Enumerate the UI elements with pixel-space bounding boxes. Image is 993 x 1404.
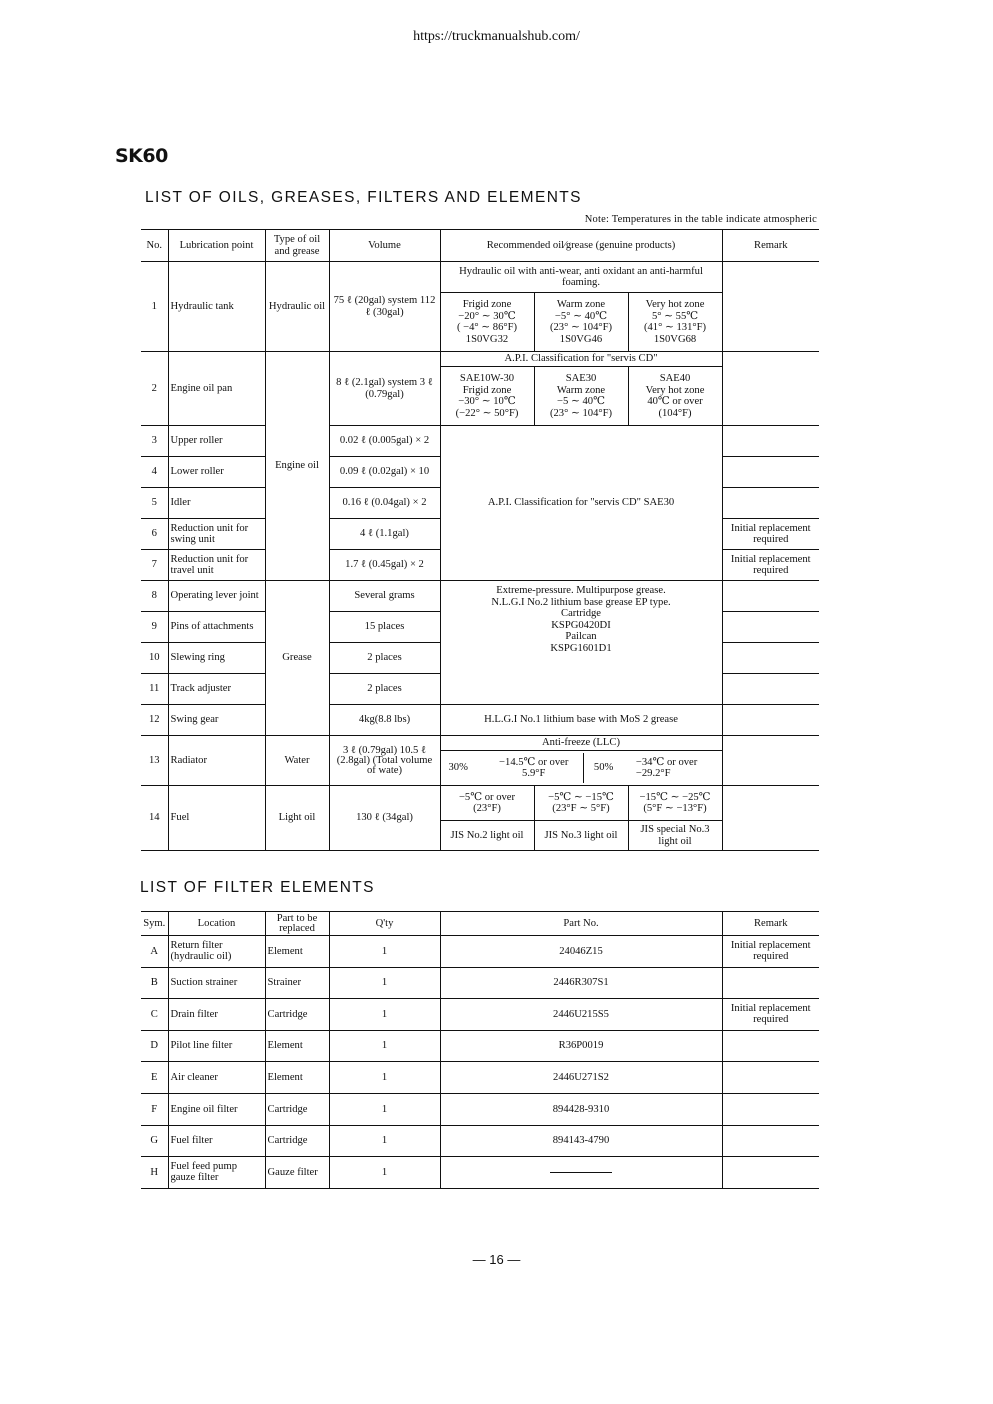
row-point: Slewing ring [168, 643, 265, 674]
row-qty: 1 [329, 967, 440, 999]
row-part-no: 2446U215S5 [440, 999, 722, 1031]
temperature-note: Note: Temperatures in the table indicate atmospheric [584, 214, 817, 225]
row-remark [722, 1062, 819, 1094]
row-remark [722, 786, 819, 851]
hydraulic-zone-frigid: Frigid zone −20° ∼ 30℃ ( −4° ∼ 86°F) 1S0VG32 [440, 293, 534, 352]
row-part: Strainer [265, 967, 329, 999]
row-part: Cartridge [265, 999, 329, 1031]
table-row [141, 705, 819, 736]
row-point: Idler [168, 488, 265, 519]
row-volume: 3 ℓ (0.79gal) 10.5 ℓ (2.8gal) (Total volume of wate) [329, 736, 440, 786]
grease-spec: Extreme-pressure. Multipurpose grease. N.L.G.I No.2 lithium base grease EP type. Cartridge KSPG0420DI Pailcan KSPG1601D1 [440, 581, 722, 705]
row-volume: 1.7 ℓ (0.45gal) × 2 [329, 550, 440, 581]
row-part-no: 894143-4790 [440, 1125, 722, 1157]
fuel-grade-1: JIS No.2 light oil [440, 821, 534, 851]
col-part: Part to be replaced [265, 912, 329, 936]
row-part: Element [265, 1030, 329, 1062]
row-sym: E [151, 1071, 158, 1083]
water-title: Anti-freeze (LLC) [440, 736, 722, 751]
row-no: 4 [141, 457, 168, 488]
hydraulic-zone-hot: Very hot zone 5° ∼ 55℃ (41° ∼ 131°F) 1S0VG68 [628, 293, 722, 352]
row-sym: F [151, 1103, 158, 1115]
row-remark: Initial replacement required [722, 999, 819, 1031]
engine-zone-warm: SAE30 Warm zone −5 ∼ 40℃ (23° ∼ 104°F) [534, 367, 628, 426]
row-remark [722, 1093, 819, 1125]
row-sym: G [150, 1135, 159, 1147]
row-remark [722, 262, 819, 352]
row-point: Radiator [168, 736, 265, 786]
filters-header-row [141, 912, 819, 936]
col-type: Type of oil and grease [265, 230, 329, 262]
col-remark: Remark [722, 912, 819, 936]
row-sym: C [150, 1008, 158, 1020]
filters-section-title: LIST OF FILTER ELEMENTS [140, 879, 375, 896]
row-part: Cartridge [265, 1125, 329, 1157]
row-point: Lower roller [168, 457, 265, 488]
water-mix [440, 751, 722, 786]
table-row [141, 786, 819, 821]
row-point: Operating lever joint [168, 581, 265, 612]
row-type: Water [265, 736, 329, 786]
row-point: Swing gear [168, 705, 265, 736]
row-no: 1 [141, 262, 168, 352]
row-no: 11 [141, 674, 168, 705]
blank-line [550, 1172, 612, 1173]
row-volume: 130 ℓ (34gal) [329, 786, 440, 851]
table-row [141, 1125, 819, 1157]
row-point: Fuel [168, 786, 265, 851]
row-remark: Initial replacement required [722, 550, 819, 581]
engine-sae30: A.P.I. Classification for "servis CD" SAE30 [440, 426, 722, 581]
table-row [141, 352, 819, 367]
col-location: Location [168, 912, 265, 936]
col-qty: Q'ty [329, 912, 440, 936]
table-row [141, 999, 819, 1031]
table-row [141, 1062, 819, 1094]
table-row [141, 1157, 819, 1189]
row-point: Reduction unit for swing unit [168, 519, 265, 550]
col-sym: Sym. [143, 917, 166, 929]
row-qty: 1 [329, 936, 440, 968]
row-no: 7 [141, 550, 168, 581]
engine-zone-hot: SAE40 Very hot zone 40℃ or over (104°F) [628, 367, 722, 426]
engine-zone-frigid: SAE10W-30 Frigid zone −30° ∼ 10℃ (−22° ∼ 50°F) [440, 367, 534, 426]
row-sym: B [150, 977, 158, 989]
row-qty: 1 [329, 1030, 440, 1062]
hydraulic-desc: Hydraulic oil with anti-wear, anti oxidant an anti-harmful foaming. [440, 262, 722, 293]
row-remark [722, 674, 819, 705]
row-volume: 4 ℓ (1.1gal) [329, 519, 440, 550]
row-no: 8 [141, 581, 168, 612]
row-no: 10 [141, 643, 168, 674]
oils-header-row [141, 230, 819, 262]
table-row [141, 581, 819, 612]
row-remark [722, 705, 819, 736]
row-type-engine-oil: Engine oil [265, 352, 329, 581]
row-no: 6 [141, 519, 168, 550]
row-remark [722, 1030, 819, 1062]
water-temp-50: −34℃ or over −29.2°F [635, 756, 698, 779]
row-location: Engine oil filter [168, 1093, 265, 1125]
table-row [141, 967, 819, 999]
col-remark: Remark [722, 230, 819, 262]
page-number: — 16 — [472, 1252, 521, 1267]
col-no: No. [146, 239, 163, 251]
row-point: Upper roller [168, 426, 265, 457]
col-lubrication-point: Lubrication point [168, 230, 265, 262]
row-qty: 1 [329, 1157, 440, 1189]
row-location: Fuel feed pump gauze filter [168, 1157, 265, 1189]
row-qty: 1 [329, 1125, 440, 1157]
row-part: Element [265, 936, 329, 968]
table-row [141, 262, 819, 293]
water-pct-30: 30% [448, 762, 468, 774]
fuel-grade-3: JIS special No.3 light oil [628, 821, 722, 851]
row-type: Light oil [265, 786, 329, 851]
row-point: Hydraulic tank [168, 262, 265, 352]
row-part-no: 2446R307S1 [440, 967, 722, 999]
row-part-no: 2446U271S2 [440, 1062, 722, 1094]
row-no: 12 [141, 705, 168, 736]
row-part: Cartridge [265, 1093, 329, 1125]
row-location: Pilot line filter [168, 1030, 265, 1062]
col-volume: Volume [329, 230, 440, 262]
row-remark: Initial replacement required [722, 519, 819, 550]
row-location: Air cleaner [168, 1062, 265, 1094]
water-pct-50: 50% [593, 762, 614, 774]
row-part-no: R36P0019 [440, 1030, 722, 1062]
row-no: 9 [141, 612, 168, 643]
row-remark [722, 612, 819, 643]
row-point: Engine oil pan [168, 352, 265, 426]
row-type-grease: Grease [265, 581, 329, 736]
fuel-temp-2: −5℃ ∼ −15℃ (23°F ∼ 5°F) [534, 786, 628, 821]
row-no: 14 [141, 786, 168, 851]
row-volume: 0.02 ℓ (0.005gal) × 2 [329, 426, 440, 457]
row-remark [722, 736, 819, 786]
row-no: 3 [141, 426, 168, 457]
hydraulic-zone-warm: Warm zone −5° ∼ 40℃ (23° ∼ 104°F) 1S0VG46 [534, 293, 628, 352]
row-volume: 0.09 ℓ (0.02gal) × 10 [329, 457, 440, 488]
row-qty: 1 [329, 999, 440, 1031]
oils-table [141, 229, 819, 851]
table-row [141, 1093, 819, 1125]
table-row [141, 426, 819, 457]
row-part: Element [265, 1062, 329, 1094]
row-qty: 1 [329, 1062, 440, 1094]
row-remark [722, 643, 819, 674]
row-remark [722, 967, 819, 999]
row-type: Hydraulic oil [265, 262, 329, 352]
oils-section-title: LIST OF OILS, GREASES, FILTERS AND ELEMENTS [145, 189, 582, 206]
row-location: Suction strainer [168, 967, 265, 999]
table-row [141, 936, 819, 968]
row-volume: 2 places [329, 643, 440, 674]
row-sym: D [150, 1040, 159, 1052]
row-location: Fuel filter [168, 1125, 265, 1157]
row-volume: 75 ℓ (20gal) system 112 ℓ (30gal) [329, 262, 440, 352]
row-remark: Initial replacement required [722, 936, 819, 968]
source-url[interactable]: https://truckmanualshub.com/ [413, 29, 580, 44]
row-remark [722, 352, 819, 426]
row-no: 13 [141, 736, 168, 786]
row-remark [722, 488, 819, 519]
row-volume: 4kg(8.8 lbs) [329, 705, 440, 736]
row-part: Gauze filter [265, 1157, 329, 1189]
row-volume: 8 ℓ (2.1gal) system 3 ℓ (0.79gal) [329, 352, 440, 426]
fuel-grade-2: JIS No.3 light oil [534, 821, 628, 851]
row-sym: H [150, 1166, 159, 1178]
fuel-temp-1: −5℃ or over (23°F) [440, 786, 534, 821]
table-row [141, 736, 819, 751]
row-remark [722, 1157, 819, 1189]
row-point: Pins of attachments [168, 612, 265, 643]
row-volume: 0.16 ℓ (0.04gal) × 2 [329, 488, 440, 519]
row-point: Reduction unit for travel unit [168, 550, 265, 581]
row-volume: 2 places [329, 674, 440, 705]
row-sym: A [150, 945, 159, 957]
row-part-no-blank [440, 1157, 722, 1189]
row-volume: Several grams [329, 581, 440, 612]
table-row [141, 1030, 819, 1062]
row-location: Drain filter [168, 999, 265, 1031]
row-part-no: 24046Z15 [440, 936, 722, 968]
model-title: SK60 [115, 145, 168, 167]
row-no: 2 [141, 352, 168, 426]
row-point: Track adjuster [168, 674, 265, 705]
row-recommended: H.L.G.I No.1 lithium base with MoS 2 grease [440, 705, 722, 736]
row-remark [722, 457, 819, 488]
water-temp-30: −14.5℃ or over 5.9°F [485, 753, 584, 783]
row-part-no: 894428-9310 [440, 1093, 722, 1125]
fuel-temp-3: −15℃ ∼ −25℃ (5°F ∼ −13°F) [628, 786, 722, 821]
row-no: 5 [141, 488, 168, 519]
row-volume: 15 places [329, 612, 440, 643]
engine-api: A.P.I. Classification for "servis CD" [440, 352, 722, 367]
row-remark [722, 426, 819, 457]
row-remark [722, 1125, 819, 1157]
col-part-no: Part No. [440, 912, 722, 936]
row-qty: 1 [329, 1093, 440, 1125]
col-recommended: Recommended oil∕grease (genuine products) [440, 230, 722, 262]
row-location: Return filter (hydraulic oil) [168, 936, 265, 968]
filters-table [141, 911, 819, 1189]
row-remark [722, 581, 819, 612]
